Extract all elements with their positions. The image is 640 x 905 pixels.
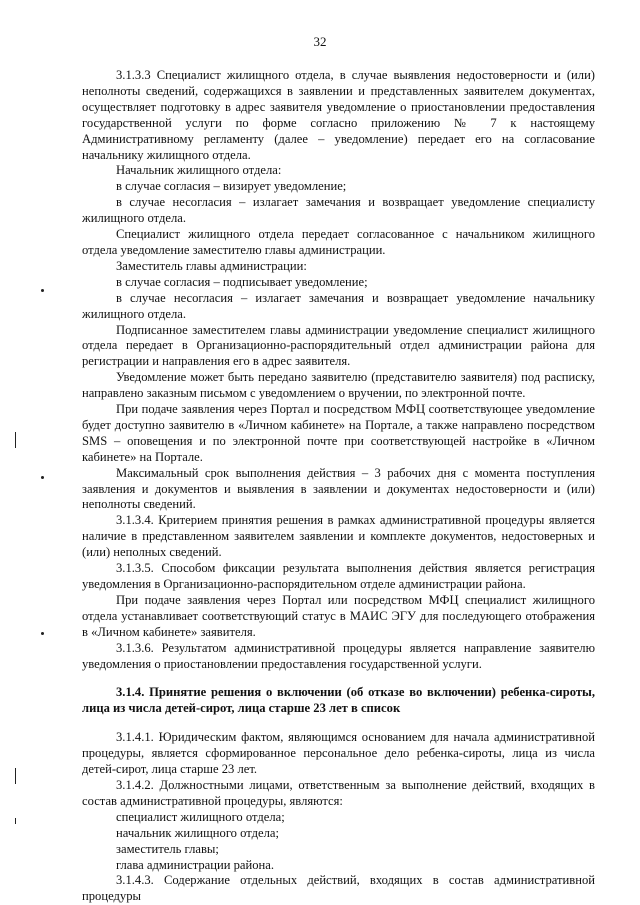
paragraph: Подписанное заместителем главы администрации уведомление специалист жилищного отдела передает в Организационно-распорядительный отдел администрации района для регистрации и направления его в адрес заявителя. — [82, 322, 595, 369]
paragraph: При подаче заявления через Портал и посредством МФЦ соответствующее уведомление будет доступно заявителю в «Личном кабинете» на Портале, а также направлено посредством SMS – оповещения и по электронной почте при соответствующей настройке в «Личном кабинете» на Портале. — [82, 402, 595, 464]
list-item: начальник жилищного отдела; — [116, 825, 279, 840]
scan-line — [15, 768, 16, 784]
paragraph: При подаче заявления через Портал или посредством МФЦ специалист жилищного отдела устанавливает соответствующий статус в МАИС ЭГУ для последующего отображения в «Личном кабинете» заявителя. — [82, 592, 595, 639]
paragraph: Начальник жилищного отдела: — [116, 163, 282, 178]
list-item: заместитель главы; — [116, 841, 219, 856]
paragraph: в случае согласия – визирует уведомление; — [116, 179, 347, 194]
paragraph: 3.1.4.2. Должностными лицами, ответственным за выполнение действий, входящих в состав административной процедуры, являются: — [82, 777, 595, 808]
list-item: глава администрации района. — [116, 857, 275, 872]
paragraph: 3.1.3.6. Результатом административной процедуры является направление заявителю уведомления о приостановлении предоставления государственной услуги. — [82, 640, 595, 671]
paragraph: Уведомление может быть передано заявителю (представителю заявителя) под расписку, направлено заказным письмом с уведомлением о вручении, по электронной почте. — [82, 370, 595, 401]
paragraph: Специалист жилищного отдела передает согласованное с начальником жилищного отдела уведомление заместителю главы администрации. — [82, 227, 595, 257]
paragraph: 3.1.3.3 Специалист жилищного отдела, в случае выявления недостоверности и (или) неполноты сведений, содержащихся в заявлении и представленных заявителем документах, осуществляет подготовку в адрес заявителя уведомление о приостановлении предоставления государственной услуги по форме согласно приложению № 7 к настоящему Административному регламенту (далее – уведомление) передает его на согласование начальнику жилищного отдела. — [82, 68, 595, 162]
paragraph: 3.1.3.5. Способом фиксации результата выполнения действия является регистрация уведомления в Организационно-распорядительном отделе администрации района. — [82, 561, 595, 591]
page-number: 32 — [313, 34, 327, 49]
paragraph: 3.1.4.1. Юридическим фактом, являющимся основанием для начала административной процедуры, является сформированное персональное дело ребенка-сироты, лица из числа детей-сирот, лица старше 23 лет. — [82, 730, 595, 777]
paragraph: Максимальный срок выполнения действия – 3 рабочих дня с момента поступления заявления и документов и выявления в заявлении и документах недостоверности и (или) неполноты сведений. — [82, 465, 595, 512]
scan-dot — [41, 289, 44, 292]
paragraph: в случае согласия – подписывает уведомление; — [116, 274, 368, 289]
paragraph: в случае несогласия – излагает замечания и возвращает уведомление начальнику жилищного отдела. — [82, 290, 595, 321]
scan-line — [15, 432, 16, 448]
paragraph: 3.1.3.4. Критерием принятия решения в рамках административной процедуры является наличие в представленном заявителем заявлении и комплекте документов, недостоверных и (или) неполных сведений. — [82, 513, 595, 560]
paragraph: 3.1.4.3. Содержание отдельных действий, входящих в состав административной процедуры — [82, 873, 595, 904]
paragraph: в случае несогласия – излагает замечания и возвращает уведомление специалисту жилищного отдела. — [82, 195, 595, 226]
scan-dot — [41, 632, 44, 635]
document-body — [82, 68, 595, 905]
paragraph: Заместитель главы администрации: — [116, 258, 307, 273]
list-item: специалист жилищного отдела; — [116, 809, 285, 824]
section-heading: 3.1.4. Принятие решения о включении (об отказе во включении) ребенка-сироты, лица из числа детей-сирот, лица старше 23 лет в список — [82, 685, 595, 716]
scan-line — [15, 818, 16, 824]
scan-dot — [41, 476, 44, 479]
